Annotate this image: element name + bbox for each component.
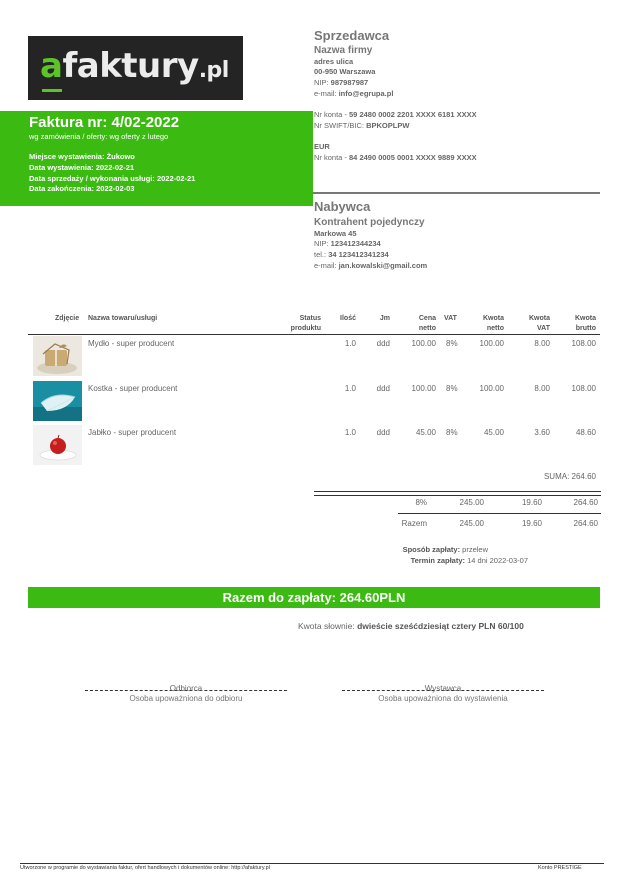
vat-amount: 19.60 — [521, 498, 542, 507]
razem-gross: 264.60 — [573, 519, 598, 528]
col-qty: Ilość — [340, 315, 356, 322]
razem-net: 245.00 — [459, 519, 484, 528]
vat-gross: 264.60 — [573, 498, 598, 507]
col-unit: Jm — [379, 315, 390, 322]
row-name: Kostka - super producent — [88, 384, 178, 393]
row-qty: 1.0 — [344, 384, 356, 393]
buyer-nip: NIP: 123412344234 — [314, 239, 381, 248]
sum-total: SUMA: 264.60 — [543, 472, 596, 481]
issuer-sub: Osoba upoważniona do wystawienia — [378, 694, 508, 703]
seller-account-eur: Nr konta - 84 2490 0005 0001 XXXX 9889 XXXX — [314, 153, 477, 162]
row-unit: ddd — [376, 339, 390, 348]
afaktury-logo — [28, 36, 243, 100]
row-price: 100.00 — [411, 339, 436, 348]
receiver-signature — [85, 684, 287, 703]
row-unit: ddd — [376, 428, 390, 437]
amount-due-bar — [28, 587, 600, 608]
buyer-tel: tel.: 34 123412341234 — [314, 250, 389, 259]
amount-in-words: Kwota słownie: dwieście sześćdziesiąt cztery PLN 60/100 — [298, 621, 524, 631]
row-vat-amount: 3.60 — [534, 428, 550, 437]
apple-photo — [33, 425, 82, 465]
row-vat: 8% — [446, 384, 458, 393]
razem-vat: 19.60 — [521, 519, 542, 528]
amount-due: Razem do zapłaty: 264.60PLN — [222, 590, 406, 605]
seller-city: 00-950 Warszawa — [314, 67, 376, 76]
issuer-label: Wystawca — [424, 684, 462, 693]
col-photo: Zdjęcie — [55, 315, 80, 322]
row-gross: 108.00 — [571, 384, 596, 393]
seller-street: adres ulica — [314, 57, 354, 66]
seller-swift: Nr SWIFT/BIC: BPKOPLPW — [314, 121, 410, 130]
footer-line — [20, 863, 604, 864]
payment-method: Sposób zapłaty: przelew — [402, 545, 488, 554]
row-net: 100.00 — [479, 384, 504, 393]
receiver-sub: Osoba upoważniona do odbioru — [129, 694, 243, 703]
footer-credit[interactable]: Utworzone w programie do wystawiania faktur, ofert handlowych i dokumentów online: http://afaktury.pl — [20, 865, 270, 871]
receiver-label: Odbiorca — [169, 684, 203, 693]
razem-label: Razem — [401, 519, 427, 528]
col-name: Nazwa towaru/usługi — [88, 315, 158, 322]
row-net: 45.00 — [483, 428, 504, 437]
row-name: Mydło - super producent — [88, 339, 175, 348]
invoice-issue-date: Data wystawienia: 2022-02-21 — [29, 163, 135, 172]
col-gross: Kwota brutto — [575, 315, 596, 332]
seller-nip: NIP: 987987987 — [314, 78, 369, 87]
row-vat: 8% — [446, 339, 458, 348]
row-vat: 8% — [446, 428, 458, 437]
row-vat-amount: 8.00 — [534, 384, 550, 393]
row-qty: 1.0 — [344, 339, 356, 348]
invoice-sale-date: Data sprzedaży / wykonania usługi: 2022-02-21 — [29, 174, 196, 183]
row-qty: 1.0 — [344, 428, 356, 437]
col-vat-amount: Kwota VAT — [529, 315, 550, 332]
soap-photo — [33, 336, 82, 376]
cube-photo — [33, 381, 82, 421]
col-status: Status produktu — [290, 315, 321, 332]
footer-account: Konto PRESTIGE — [538, 865, 582, 871]
logo-wordmark: afaktury.pl — [40, 46, 229, 86]
row-gross: 108.00 — [571, 339, 596, 348]
col-net: Kwota netto — [483, 315, 504, 332]
razem-line — [398, 513, 601, 514]
vat-rate: 8% — [415, 498, 427, 507]
row-price: 100.00 — [411, 384, 436, 393]
seller-buyer-divider — [313, 192, 600, 194]
seller-name: Nazwa firmy — [314, 45, 373, 56]
invoice-order-ref: wg zamówienia / oferty: wg oferty z lutego — [29, 132, 169, 141]
invoice-title: Faktura nr: 4/02-2022 — [29, 114, 180, 131]
row-price: 45.00 — [415, 428, 436, 437]
seller-email[interactable]: e-mail: info@egrupa.pl — [314, 89, 394, 98]
table-header-line — [28, 334, 600, 335]
issuer-signature — [342, 684, 544, 703]
seller-account: Nr konta - 59 2480 0002 2201 XXXX 6181 XXXX — [314, 110, 477, 119]
logo-accent-bar — [42, 89, 62, 92]
invoice-place: Miejsce wystawienia: Żukowo — [29, 152, 135, 161]
row-vat-amount: 8.00 — [534, 339, 550, 348]
payment-due: Termin zapłaty: 14 dni 2022-03-07 — [410, 556, 528, 565]
row-name: Jabłko - super producent — [88, 428, 177, 437]
col-vat: VAT — [444, 315, 457, 322]
seller-currency: EUR — [314, 142, 330, 151]
row-net: 100.00 — [479, 339, 504, 348]
buyer-heading: Nabywca — [314, 199, 371, 214]
buyer-email[interactable]: e-mail: jan.kowalski@gmail.com — [314, 261, 428, 270]
buyer-street: Markowa 45 — [314, 229, 357, 238]
buyer-name: Kontrahent pojedynczy — [314, 217, 425, 228]
vat-net: 245.00 — [459, 498, 484, 507]
totals-double-line — [314, 491, 601, 496]
row-gross: 48.60 — [575, 428, 596, 437]
invoice-end-date: Data zakończenia: 2022-02-03 — [29, 184, 135, 193]
invoice-header-box — [0, 111, 313, 206]
seller-heading: Sprzedawca — [314, 28, 390, 43]
row-unit: ddd — [376, 384, 390, 393]
col-price: Cena netto — [418, 315, 436, 332]
